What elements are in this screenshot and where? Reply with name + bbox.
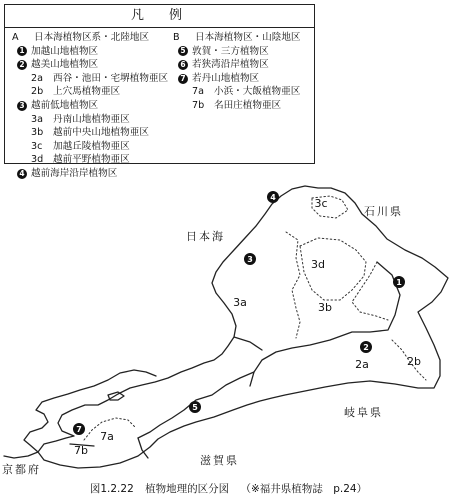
svg-text:3: 3 <box>247 255 253 264</box>
label-gifu: 岐阜県 <box>344 406 383 419</box>
svg-text:5: 5 <box>192 403 198 412</box>
legend-group-header: B 日本海植物区・山陰地区 <box>173 32 301 43</box>
subregion-3c: 3c <box>314 197 328 210</box>
subregion-7a: 7a <box>100 430 114 443</box>
region-marker-icon: 2 <box>17 60 27 70</box>
marker-7-icon <box>73 423 85 435</box>
legend-group-b <box>173 31 313 113</box>
legend-item: 2b 上穴馬植物亜区 <box>31 86 121 98</box>
region-marker-icon: 5 <box>178 46 188 56</box>
legend-item: 3 越前低地植物区 <box>12 99 172 113</box>
svg-text:1: 1 <box>396 278 402 287</box>
marker-2-icon <box>360 341 372 353</box>
subregion-3a: 3a <box>233 296 247 309</box>
legend-item: 7 若丹山地植物区 <box>173 72 313 86</box>
figure-title: 植物地理的区分図 <box>145 483 230 495</box>
figure-source: （※福井県植物誌 p.24） <box>240 483 368 495</box>
subregion-3d: 3d <box>311 258 325 271</box>
legend-item: 3a 丹南山地植物亜区 <box>31 113 130 125</box>
region-marker-icon: 6 <box>178 60 188 70</box>
subregion-2a: 2a <box>355 358 369 371</box>
subregion-boundary <box>352 262 388 320</box>
marker-3-icon <box>244 253 256 265</box>
marker-1-icon <box>393 276 405 288</box>
region-marker-icon: 1 <box>17 46 27 56</box>
label-kyoto: 京都府 <box>2 463 41 476</box>
legend-item: 3b 越前中央山地植物亜区 <box>31 127 149 139</box>
legend-item: 2a 西谷・池田・宅堺植物亜区 <box>31 72 169 84</box>
legend-group-header: A 日本海植物区系・北陸地区 <box>12 32 150 43</box>
legend-item: 7b 名田庄植物亜区 <box>192 99 282 111</box>
legend-box <box>4 4 315 179</box>
region-map <box>0 168 457 478</box>
region-marker-icon: 4 <box>17 169 27 179</box>
region-markers <box>73 191 405 435</box>
legend-item: 5 敦賀・三方植物区 <box>173 45 313 59</box>
legend-title: 凡 例 <box>5 5 314 28</box>
svg-text:4: 4 <box>270 193 276 202</box>
boundary-line <box>250 262 400 386</box>
subregion-3b: 3b <box>318 301 332 314</box>
label-shiga: 滋賀県 <box>200 454 239 467</box>
boundary-line <box>234 337 262 350</box>
figure-caption <box>0 481 457 496</box>
region-marker-icon: 7 <box>178 74 188 84</box>
legend-item: 6 若狭湾沿岸植物区 <box>173 58 313 72</box>
figure-number: 図1.2.22 <box>89 483 134 495</box>
legend-item: 3c 加越丘陵植物亜区 <box>31 140 130 152</box>
legend-item: 1 加越山地植物区 <box>12 45 172 59</box>
label-sea: 日本海 <box>186 230 225 243</box>
region-marker-icon: 3 <box>17 101 27 111</box>
marker-5-icon <box>189 401 201 413</box>
svg-text:7: 7 <box>76 425 82 434</box>
subregion-7b: 7b <box>74 444 88 457</box>
legend-item: 2 越美山地植物区 <box>12 58 172 72</box>
legend-group-a <box>12 31 172 181</box>
prefecture-outline <box>38 186 448 468</box>
subregion-boundary <box>286 232 300 338</box>
legend-item: 3d 越前平野植物亜区 <box>31 154 130 166</box>
label-ishikawa: 石川県 <box>364 205 403 218</box>
legend-item: 4 越前海岸沿岸植物区 <box>12 167 172 181</box>
legend-item: 7a 小浜・大飯植物亜区 <box>192 86 301 98</box>
svg-text:2: 2 <box>363 343 369 352</box>
marker-4-icon <box>267 191 279 203</box>
subregion-2b: 2b <box>407 355 421 368</box>
subregion-boundary <box>300 238 366 300</box>
